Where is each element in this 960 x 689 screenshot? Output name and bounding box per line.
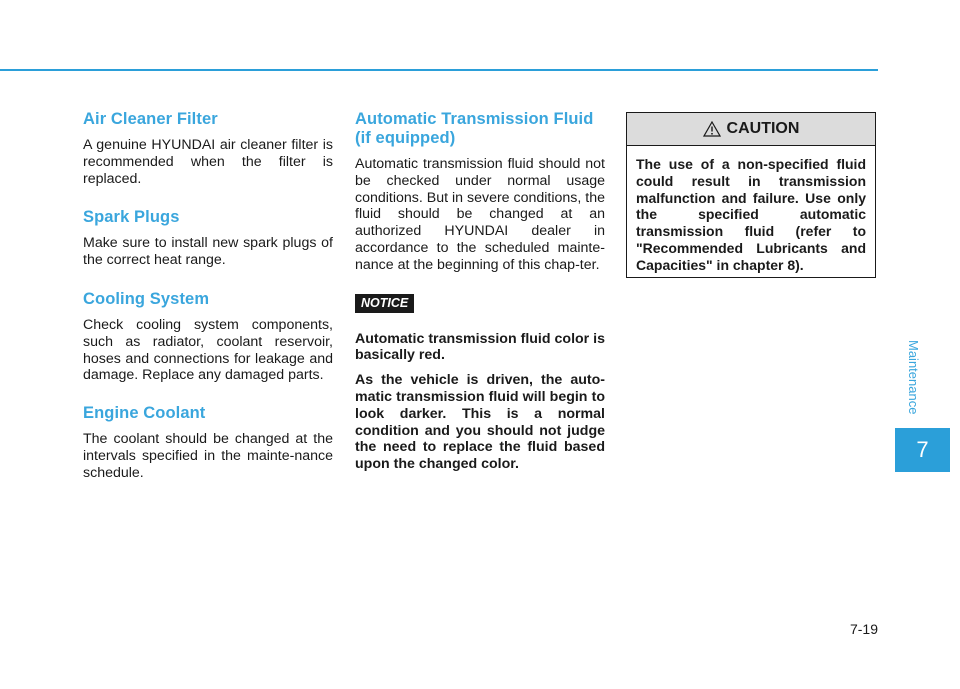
chapter-tab[interactable]: 7 bbox=[895, 428, 950, 472]
warning-triangle-icon bbox=[703, 121, 721, 137]
heading-cooling-system: Cooling System bbox=[83, 289, 210, 308]
left-column bbox=[83, 110, 333, 482]
notice-paragraph-2: As the vehicle is driven, the auto-matic transmission fluid will begin to look darker. This is a normal condition and you should not judge the need to replace the fluid based upon the changed color. bbox=[355, 372, 605, 473]
caution-header bbox=[627, 113, 875, 146]
caution-text: The use of a non-specified fluid could result in transmission malfunction and failure. Use only the specified automatic transmission fluid (refer to "Recommended Lubricants and Capacities" in chapter 8). bbox=[636, 156, 866, 273]
caution-title: CAUTION bbox=[726, 120, 800, 137]
caution-body bbox=[627, 146, 875, 274]
heading-automatic-transmission-fluid bbox=[355, 110, 605, 148]
middle-column bbox=[355, 110, 605, 473]
page-number: 7-19 bbox=[849, 621, 878, 637]
heading-spark-plugs: Spark Plugs bbox=[83, 208, 180, 227]
notice-body bbox=[355, 331, 605, 473]
heading-engine-coolant: Engine Coolant bbox=[83, 404, 206, 423]
top-rule bbox=[0, 69, 878, 71]
text-automatic-transmission-fluid: Automatic transmission fluid should not be checked under normal usage conditions. But in severe conditions, the fluid should be changed at an authorized HYUNDAI dealer in accordance to the scheduled mainte-nance at the beginning of this chap-ter. bbox=[355, 156, 606, 273]
text-cooling-system: Check cooling system components, such as radiator, coolant reservoir, hoses and connections for leakage and damage. Replace any damaged parts. bbox=[83, 316, 333, 384]
text-spark-plugs: Make sure to install new spark plugs of the correct heat range. bbox=[83, 235, 333, 269]
notice-paragraph-1: Automatic transmission fluid color is basically red. bbox=[355, 330, 605, 364]
notice-badge: NOTICE bbox=[355, 294, 414, 313]
text-engine-coolant: The coolant should be changed at the intervals specified in the mainte-nance schedule. bbox=[83, 431, 333, 481]
section-side-label: Maintenance bbox=[906, 340, 921, 415]
caution-box bbox=[626, 112, 876, 278]
heading-air-cleaner-filter: Air Cleaner Filter bbox=[83, 110, 218, 128]
text-air-cleaner-filter: A genuine HYUNDAI air cleaner filter is recommended when the filter is replaced. bbox=[83, 137, 333, 187]
heading-line-2: (if equipped) bbox=[355, 129, 456, 147]
heading-line-1: Automatic Transmission Fluid bbox=[355, 110, 594, 128]
